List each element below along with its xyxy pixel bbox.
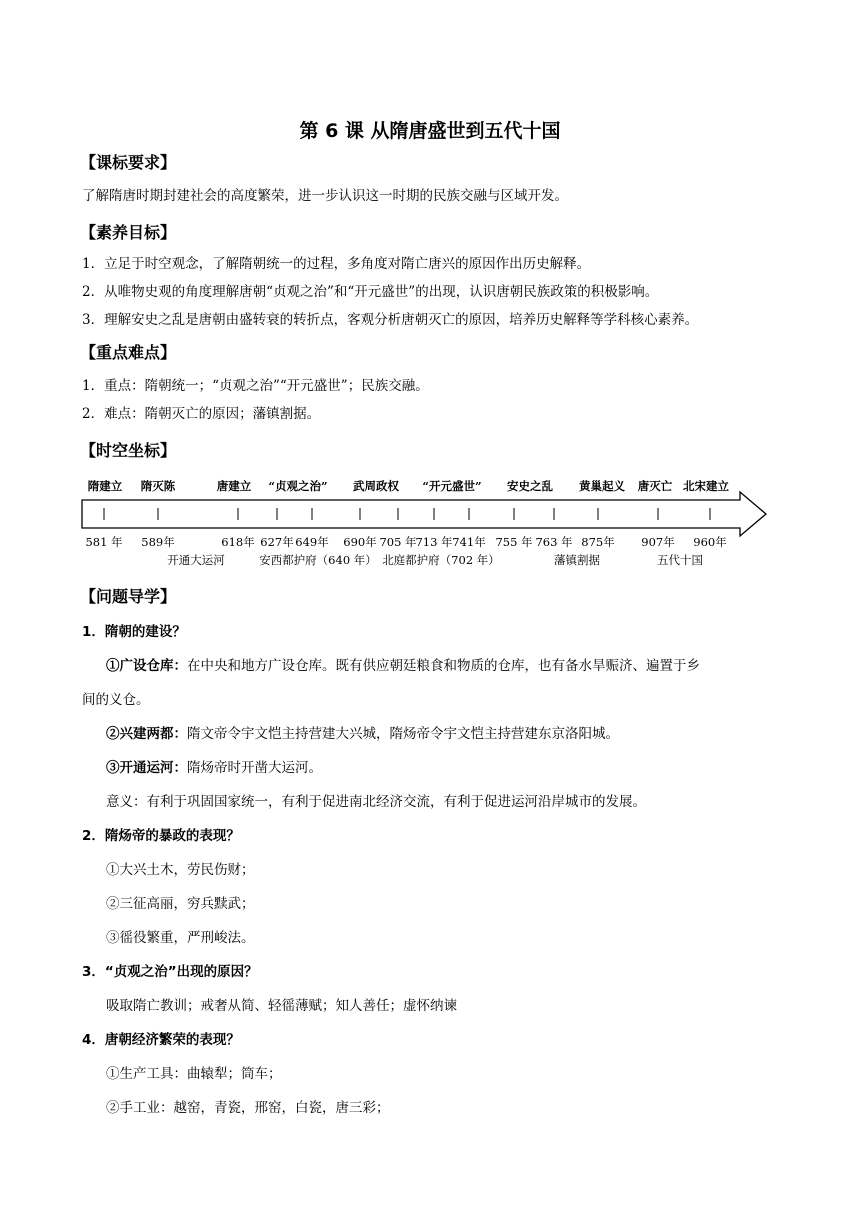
heading-wenti: 【问题导学】	[80, 587, 177, 606]
kebiao-text: 了解隋唐时期封建社会的高度繁荣，进一步认识这一时期的民族交融与区域开发。	[82, 188, 568, 204]
answer-line: ②三征高丽，穷兵黩武；	[106, 896, 255, 912]
timeline-event-label: 隋建立	[87, 479, 123, 493]
timeline-event-label: 唐灭亡	[637, 479, 673, 493]
timeline-year-label: 713 年	[415, 535, 453, 549]
answer-line: 吸取隋亡教训；戒奢从简、轻徭薄赋；知人善任；虚怀纳谏	[106, 998, 457, 1014]
timeline-year-label: 581 年	[85, 535, 123, 549]
answer-line: ②手工业：越窑，青瓷，邢窑，白瓷，唐三彩；	[106, 1100, 390, 1116]
timeline-note-label: 开通大运河	[167, 553, 225, 567]
timeline-event-label: 安史之乱	[507, 479, 553, 493]
answer-line: ②兴建两都：隋文帝令宇文恺主持营建大兴城，隋炀帝令宇文恺主持营建东京洛阳城。	[106, 726, 619, 742]
heading-zhongdian: 【重点难点】	[80, 343, 177, 362]
zhongdian-item: 2．难点：隋朝灭亡的原因；藩镇割据。	[82, 406, 321, 422]
question-title: 1．隋朝的建设？	[82, 624, 186, 640]
timeline-year-label: 755 年	[495, 535, 533, 549]
timeline-year-label: 875年	[581, 535, 615, 549]
answer-line: ①大兴土木，劳民伤财；	[106, 862, 255, 878]
timeline-event-label: “贞观之治”	[268, 479, 328, 493]
question-title: 2．隋炀帝的暴政的表现？	[82, 828, 240, 844]
suyang-item: 1．立足于时空观念，了解隋朝统一的过程，多角度对隋亡唐兴的原因作出历史解释。	[82, 256, 591, 272]
question-title: 3．“贞观之治”出现的原因？	[82, 964, 258, 980]
timeline-arrow	[82, 492, 766, 536]
timeline-note-label: 北庭都护府（702 年）	[382, 553, 500, 567]
timeline-year-label: 741年	[452, 535, 486, 549]
timeline-event-label: “开元盛世”	[422, 479, 482, 493]
answer-line: ①生产工具：曲辕犁；筒车；	[106, 1066, 282, 1082]
answer-line: ①广设仓库：在中央和地方广设仓库。既有供应朝廷粮食和物质的仓库，也有备水旱赈济、遍置于乡	[106, 658, 700, 674]
timeline-event-label: 唐建立	[216, 479, 252, 493]
timeline-year-label: 705 年	[379, 535, 417, 549]
answer-line: ③开通运河：隋炀帝时开凿大运河。	[106, 760, 322, 776]
timeline-note-label: 藩镇割据	[554, 553, 600, 567]
timeline-note-label: 安西都护府（640 年）	[259, 553, 377, 567]
page-title: 第 6 课 从隋唐盛世到五代十国	[299, 120, 561, 142]
timeline-year-label: 589年	[141, 535, 175, 549]
timeline-year-label: 649年	[295, 535, 329, 549]
suyang-item: 2．从唯物史观的角度理解唐朝“贞观之治”和“开元盛世”的出现，认识唐朝民族政策的积极影响。	[82, 284, 659, 300]
timeline-event-label: 武周政权	[353, 479, 399, 493]
heading-kebiao: 【课标要求】	[80, 153, 177, 172]
timeline-year-label: 618年	[221, 535, 255, 549]
timeline-year-label: 763 年	[535, 535, 573, 549]
timeline-event-label: 隋灭陈	[140, 479, 176, 493]
answer-line: 意义：有利于巩固国家统一，有利于促进南北经济交流，有利于促进运河沿岸城市的发展。	[106, 794, 646, 810]
zhongdian-item: 1．重点：隋朝统一；“贞观之治”“开元盛世”；民族交融。	[82, 378, 429, 394]
answer-line: ③徭役繁重，严刑峻法。	[106, 930, 255, 946]
heading-shikong: 【时空坐标】	[80, 441, 177, 460]
timeline-diagram	[0, 470, 860, 580]
suyang-item: 3．理解安史之乱是唐朝由盛转衰的转折点，客观分析唐朝灭亡的原因，培养历史解释等学科核心素养。	[82, 312, 699, 328]
timeline-year-label: 627年	[260, 535, 294, 549]
timeline-year-label: 960年	[693, 535, 727, 549]
answer-line: 间的义仓。	[82, 692, 150, 708]
timeline-event-label: 黄巢起义	[579, 479, 625, 493]
timeline-note-label: 五代十国	[657, 553, 703, 567]
question-title: 4．唐朝经济繁荣的表现？	[82, 1032, 240, 1048]
heading-suyang: 【素养目标】	[80, 223, 177, 242]
timeline-year-label: 690年	[343, 535, 377, 549]
timeline-event-label: 北宋建立	[683, 479, 729, 493]
timeline-year-label: 907年	[641, 535, 675, 549]
